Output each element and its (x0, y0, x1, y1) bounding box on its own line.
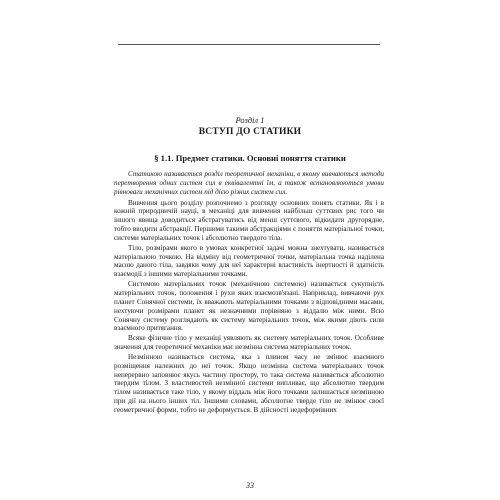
paragraph-system-of-points: Системою матеріальних точок (механічною системою) називається сукупність матеріальних точок, положення і рухи яких взаємозв'язані. Наприклад, вивчаючи рух планет Сонячної системи, їх вважають матеріальними точками з відповідними масами, нехтуючи розмірами планет як незначними порівняно з віддалю між ними. Всю Сонячну систему розглядають як систему матеріальних точок, між якими діють сили взаємного притягання. (114, 280, 384, 333)
section-label: Розділ 1 (235, 115, 265, 125)
body-text (114, 170, 384, 416)
paragraph-title: § 1.1. Предмет статики. Основні поняття статики (154, 153, 346, 163)
chapter-title: ВСТУП ДО СТАТИКИ (198, 127, 302, 137)
paragraph-physical-body: Всяке фізичне тіло у механіці уявляють як систему матеріальних точок. Особливе значення для теоретичної механіки має незмінна система матеріальних точок. (114, 334, 384, 352)
page-number: 33 (246, 481, 254, 490)
top-rule-divider (118, 44, 380, 45)
paragraph-rigid-body: Незмінною називається система, яка з плином часу не змінює взаємного розміщення належних до неї точок. Якщо незмінна система матеріальних точок неперервно заповнює якусь частину простору, то така система називається абсолютно твердим тілом. З властивостей незмінної системи випливає, що абсолютно твердим тілом називається таке тіло, у якому віддаль між його точками залишається незмінною при дії на нього інших тіл. Іншими словами, абсолютне тверде тіло не змінює своєї геометричної форми, тобто не деформується. В дійсності недеформівних (114, 352, 384, 414)
paragraph-material-point: Тіло, розмірами якого в умовах конкретної задачі можна знехтувати, називається матеріальною точкою. На відміну від геометричної точки, матеріальна точка наділена масою даного тіла, завдяки чому для неї характерні властивість інертності й здатність взаємодії з іншими матеріальними точками. (114, 243, 384, 279)
paragraph-basic-concepts: Вивчення цього розділу розпочнемо з розгляду основних понять статики. Як і в кожній природничій науці, в механіці для вивчення найбільш суттєвих рис того чи іншого явища доводиться абстрагуватись від менш суттєвого, відкидати другорядне, тобто вводити абстракції. Першими такими абстракціями є поняття матеріальної точки, системи матеріальних точок і абсолютно твердого тіла. (114, 198, 384, 242)
paragraph-definition-statics: Статикою називається розділ теоретичної механіки, в якому вивчаються методи перетворення одних систем сил в еквівалентні їм, а також встановлюються умови рівноваги механічних систем під дією різних систем сил. (114, 170, 384, 196)
